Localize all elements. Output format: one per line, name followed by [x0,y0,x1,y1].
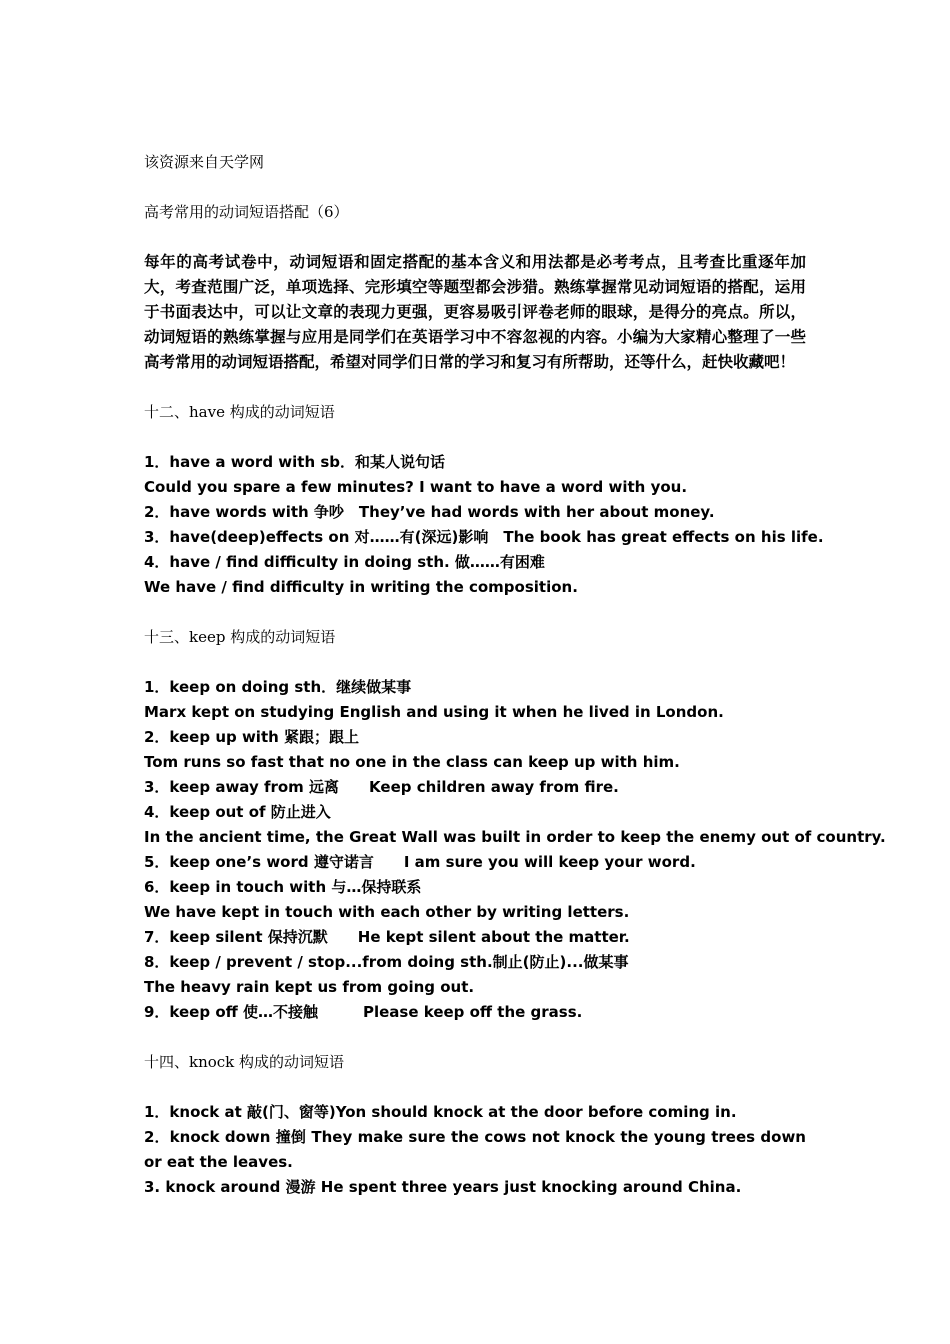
list-item: We have / find difficulty in writing the composition. [144,578,578,596]
list-item: Marx kept on studying English and using it when he lived in London. [144,703,724,721]
section-heading-keep: 十三、keep 构成的动词短语 [144,628,336,646]
list-item: 1．have a word with sb．和某人说句话 [144,453,446,471]
section-heading-have: 十二、have 构成的动词短语 [144,403,335,421]
intro-paragraph: 每年的高考试卷中，动词短语和固定搭配的基本含义和用法都是必考考点，且考查比重逐年加大，考查范围广泛，单项选择、完形填空等题型都会涉猎。熟练掌握常见动词短语的搭配，运用于书面表达中，可以让文章的表现力更强，更容易吸引评卷老师的眼球，是得分的亮点。所以，动词短语的熟练掌握与应用是同学们在英语学习中不容忽视的内容。小编为大家精心整理了一些高考常用的动词短语搭配，希望对同学们日常的学习和复习有所帮助，还等什么，赶快收藏吧！ [144,253,806,371]
section-list-keep [144,675,886,1025]
list-item: 7．keep silent 保持沉默 He kept silent about the matter. [144,928,630,946]
list-item: 4．have / find difficulty in doing sth. 做……有困难 [144,553,545,571]
section-list-have [144,450,824,600]
document-title: 高考常用的动词短语搭配（6） [144,203,349,221]
list-item: In the ancient time, the Great Wall was built in order to keep the enemy out of country. [144,828,886,846]
list-item: 5．keep one’s word 遵守诺言 I am sure you will keep your word. [144,853,696,871]
list-item: 1．keep on doing sth．继续做某事 [144,678,412,696]
list-item: 2．knock down 撞倒 They make sure the cows not knock the young trees down or eat the leaves. [144,1128,806,1171]
list-item: 2．have words with 争吵 They’ve had words with her about money. [144,503,715,521]
list-item: 3．keep away from 远离 Keep children away from fire. [144,778,619,796]
list-item: 6．keep in touch with 与…保持联系 [144,878,422,896]
section-heading-knock: 十四、knock 构成的动词短语 [144,1053,345,1071]
list-item: We have kept in touch with each other by writing letters. [144,903,630,921]
list-item: 3. knock around 漫游 He spent three years just knocking around China. [144,1178,742,1196]
list-item: 8．keep / prevent / stop...from doing sth.制止(防止)...做某事 [144,953,629,971]
list-item: 3．have(deep)effects on 对……有(深远)影响 The book has great effects on his life. [144,528,824,546]
source-note: 该资源来自天学网 [144,153,265,171]
list-item: 9．keep off 使…不接触 Please keep off the grass. [144,1003,583,1021]
document-page [144,150,886,1200]
list-item: The heavy rain kept us from going out. [144,978,475,996]
list-item: 1．knock at 敲(门、窗等)Yon should knock at the door before coming in. [144,1103,737,1121]
list-item: Tom runs so fast that no one in the class can keep up with him. [144,753,680,771]
section-list-knock [144,1100,806,1200]
list-item: 4．keep out of 防止进入 [144,803,331,821]
list-item: Could you spare a few minutes? I want to have a word with you. [144,478,688,496]
list-item: 2．keep up with 紧跟；跟上 [144,728,360,746]
